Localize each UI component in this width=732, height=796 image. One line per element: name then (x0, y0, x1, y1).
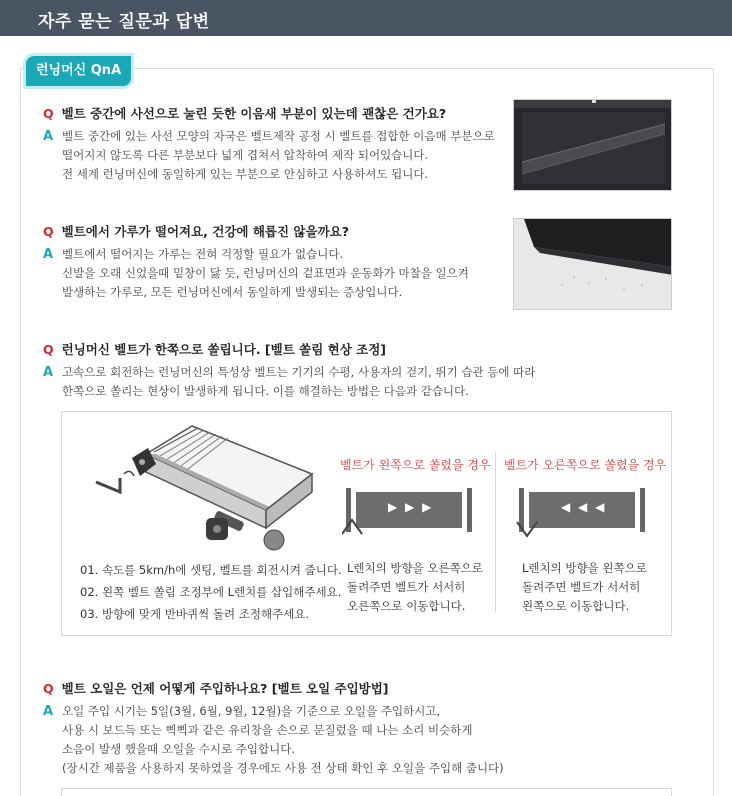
answer-line: 고속으로 회전하는 런닝머신의 특성상 벨트는 기기의 수평, 사용자의 걷기, 뛰기 습관 등에 따라 (62, 365, 536, 379)
question-3 (43, 340, 386, 358)
answer-line: 전 세계 런닝머신에 동일하게 있는 부분으로 안심하고 사용하셔도 됩니다. (62, 167, 429, 181)
question-text: 벨트 오일은 언제 어떻게 주입하나요? [벨트 오일 주입방법] (61, 681, 389, 696)
question-2 (43, 222, 349, 240)
section-badge: 런닝머신 QnA (26, 56, 131, 86)
question-text: 벨트 중간에 사선으로 눌린 듯한 이음새 부분이 있는데 괜찮은 건가요? (61, 106, 447, 121)
page-header (0, 0, 732, 36)
q-mark: Q (43, 224, 54, 239)
question-1 (43, 104, 446, 122)
case-desc-line: 오른쪽으로 이동합니다. (347, 599, 466, 613)
case-desc-line: L렌치의 방향을 왼쪽으로 (522, 561, 647, 575)
right-case-desc (522, 559, 647, 616)
a-mark: A (43, 247, 54, 262)
case-desc-line: 왼쪽으로 이동합니다. (522, 599, 630, 613)
left-case-desc (347, 559, 483, 616)
a-mark: A (43, 129, 54, 144)
adjust-steps (80, 559, 342, 625)
q-mark: Q (43, 106, 54, 121)
answer-line: 소음이 발생 했을때 오일을 수시로 주입합니다. (62, 742, 296, 756)
answer-line: 사용 시 보드득 또는 삑삑과 같은 유리창을 손으로 문질렀을 때 나는 소리 비슷하게 (62, 723, 473, 737)
a-mark: A (43, 365, 54, 380)
belt-seam-photo (513, 99, 672, 191)
left-case-belt (342, 488, 482, 538)
answer-1 (43, 127, 495, 184)
step-item: 02. 왼쪽 벨트 쏠림 조정부에 L렌치를 삽입해주세요. (80, 585, 342, 599)
q-mark: Q (43, 342, 54, 357)
next-diagram-box (61, 788, 672, 796)
left-case-title: 벨트가 왼쪽으로 쏠렸을 경우 (340, 458, 491, 472)
answer-3 (43, 363, 535, 401)
step-item: 03. 방향에 맞게 반바퀴씩 돌려 조정해주세요. (80, 607, 310, 621)
a-mark: A (43, 704, 54, 719)
answer-2 (43, 245, 469, 302)
answer-4 (43, 702, 504, 778)
right-arrows-icon: ▶ ▶ ▶ (388, 500, 434, 514)
case-divider (495, 452, 496, 612)
case-desc-line: L렌치의 방향을 오른쪽으로 (347, 561, 483, 575)
answer-line: 신발을 오래 신었을때 밑창이 닳 듯, 런닝머신의 겉표면과 운동화가 마찰을 일으켜 (62, 266, 469, 280)
belt-adjust-diagram (61, 411, 672, 636)
answer-line: 오일 주입 시기는 5일(3월, 6월, 9월, 12월)을 기준으로 오일을 주입하시고, (62, 704, 441, 718)
belt-powder-photo (513, 218, 672, 310)
answer-line: 벨트에서 떨어지는 가루는 전혀 걱정할 필요가 없습니다. (62, 247, 344, 261)
right-case-title: 벨트가 오른쪽으로 쏠렸을 경우 (504, 458, 667, 472)
answer-line: 한쪽으로 쏠리는 현상이 발생하게 됩니다. 이를 해결하는 방법은 다음과 같습니다. (62, 384, 469, 398)
left-arrows-icon: ◀ ◀ ◀ (561, 500, 607, 514)
q-mark: Q (43, 681, 54, 696)
answer-line: 벨트 중간에 있는 사선 모양의 자국은 벨트제작 공정 시 벨트를 접합한 이음매 부분으로 (62, 129, 495, 143)
answer-line: 발생하는 가루로, 모든 런닝머신에서 동일하게 발생되는 증상입니다. (62, 285, 403, 299)
step-item: 01. 속도를 5km/h에 셋팅, 벨트를 회전시켜 줍니다. (80, 563, 342, 577)
answer-line: 떨어지지 않도록 다른 부분보다 넓게 겹쳐서 압착하여 제작 되어있습니다. (62, 148, 429, 162)
right-case-belt (515, 488, 655, 538)
case-desc-line: 돌려주면 벨트가 서서히 (522, 580, 641, 594)
question-4 (43, 679, 389, 697)
question-text: 런닝머신 벨트가 한쪽으로 쏠립니다. [벨트 쏠림 현상 조정] (61, 342, 387, 357)
case-desc-line: 돌려주면 벨트가 서서히 (347, 580, 466, 594)
question-text: 벨트에서 가루가 떨어져요, 건강에 해롭진 않을까요? (61, 224, 349, 239)
treadmill-illustration (76, 418, 326, 558)
page-title: 자주 묻는 질문과 답변 (38, 12, 210, 32)
answer-line: (장시간 제품을 사용하지 못하였을 경우에도 사용 전 상태 확인 후 오일을 주입해 줍니다) (62, 761, 504, 775)
